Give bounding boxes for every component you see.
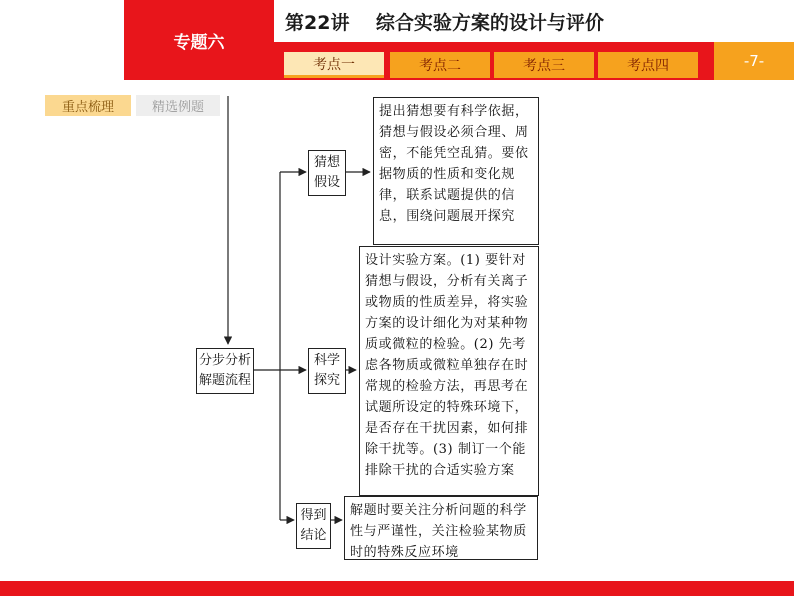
step-detail-inquiry: 设计实验方案。(1) 要针对猜想与假设，分析有关离子或物质的性质差异，将实验方案的设计细化为对某种物质或微粒的检验。(2) 先考虑各物质或微粒单独存在时常规的检验方法，再思考在试题所设定的特殊环境下，是否存在干扰因素，如何排除干扰等。(3) 制订一个能排除干扰的合适实验方案 [359, 246, 539, 496]
flow-root-box: 分步分析解题流程 [196, 348, 254, 394]
tab-kaodian-3[interactable]: 考点三 [494, 52, 594, 78]
tab-kaodian-4[interactable]: 考点四 [598, 52, 698, 78]
step-label-conclusion: 得到结论 [296, 503, 331, 549]
subtab-examples[interactable]: 精选例题 [136, 95, 220, 116]
step-detail-conclusion: 解题时要关注分析问题的科学性与严谨性，关注检验某物质时的特殊反应环境 [344, 496, 538, 560]
tab-kaodian-1[interactable]: 考点一 [284, 52, 384, 78]
step-detail-hypothesis: 提出猜想要有科学依据，猜想与假设必须合理、周密，不能凭空乱猜。要依据物质的性质和变化规律，联系试题提供的信息，围绕问题展开探究 [373, 97, 539, 245]
footer-bar [0, 581, 794, 596]
page-number: -7- [714, 42, 794, 80]
topic-label: 专题六 [124, 0, 274, 80]
step-label-inquiry: 科学探究 [308, 348, 346, 394]
lecture-title: 第22讲 综合实验方案的设计与评价 [285, 12, 604, 34]
subtab-key-points[interactable]: 重点梳理 [45, 95, 131, 116]
step-label-hypothesis: 猜想假设 [308, 150, 346, 196]
tab-kaodian-2[interactable]: 考点二 [390, 52, 490, 78]
